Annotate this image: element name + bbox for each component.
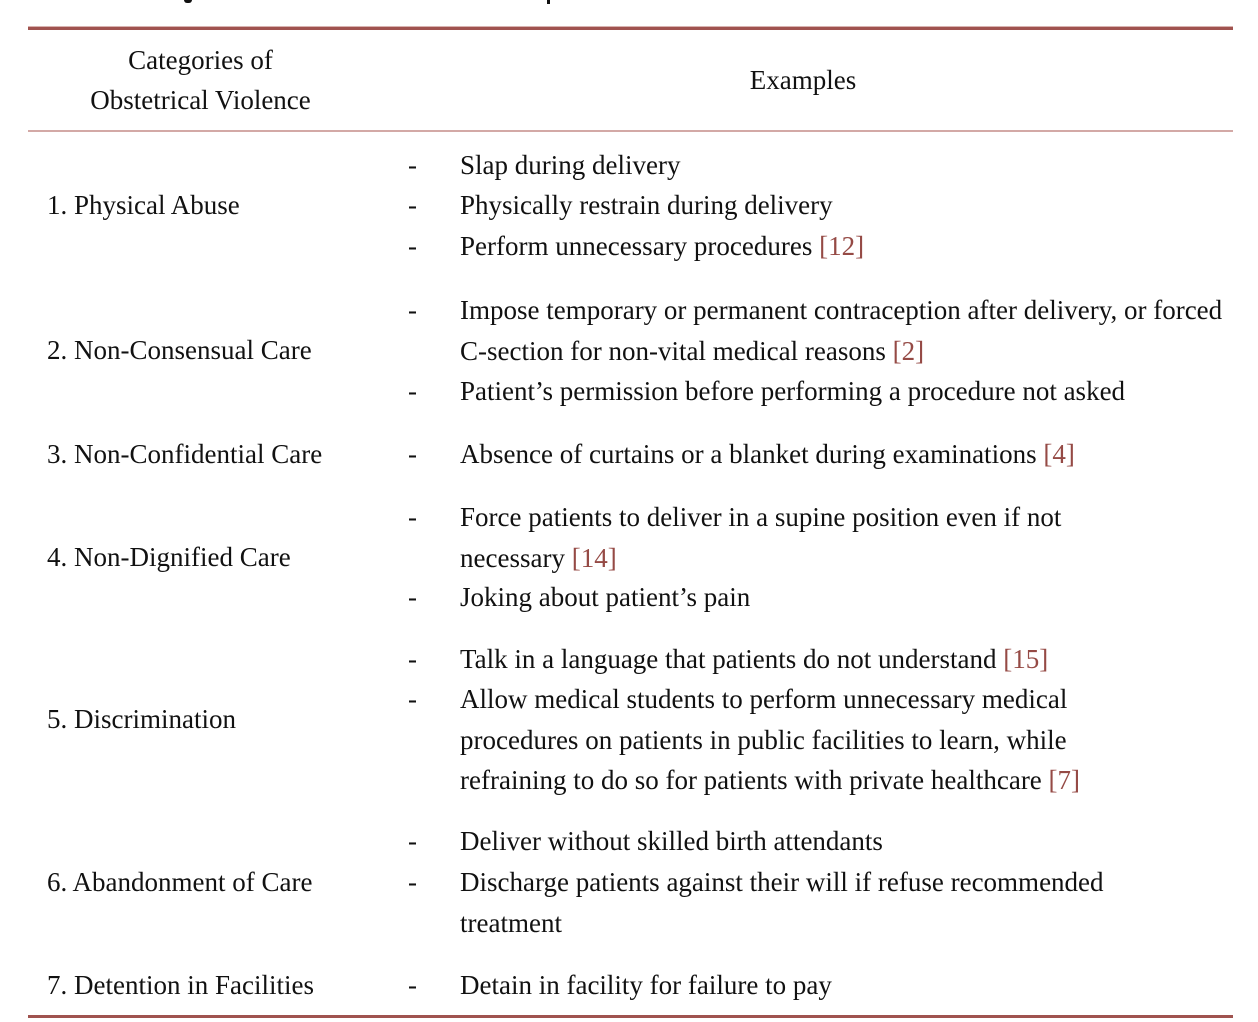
bullet-dash: - xyxy=(408,376,417,406)
header-examples: Examples xyxy=(749,65,857,95)
citation-link[interactable]: [2] xyxy=(892,335,925,366)
example-text xyxy=(460,145,1220,186)
category-label: 6. Abandonment of Care xyxy=(47,867,313,897)
example-text-content: Detain in facility for failure to pay xyxy=(460,970,832,1000)
category-label: 2. Non-Consensual Care xyxy=(47,335,312,365)
bullet-dash: - xyxy=(408,684,417,714)
example-text xyxy=(460,226,1220,267)
bullet-dash: - xyxy=(408,502,417,532)
table-bottom-rule xyxy=(28,1015,1233,1018)
header-categories-line1: Categories of xyxy=(128,45,273,75)
example-text xyxy=(460,965,1220,1006)
citation-link[interactable]: [14] xyxy=(571,542,617,573)
bullet-dash: - xyxy=(408,150,417,180)
caption-fragment xyxy=(184,0,192,3)
example-text-content: Impose temporary or permanent contraception after delivery, or forced C-section for non-vital medical reasons xyxy=(460,295,1223,366)
category-label: 7. Detention in Facilities xyxy=(47,970,314,1000)
example-text-content: Perform unnecessary procedures xyxy=(460,231,820,261)
example-text-content: Physically restrain during delivery xyxy=(460,190,833,220)
table-header-rule xyxy=(28,130,1233,132)
category-label: 4. Non-Dignified Care xyxy=(47,542,291,572)
citation-link[interactable]: [12] xyxy=(819,231,865,261)
example-text xyxy=(460,862,1190,943)
example-text xyxy=(460,371,1220,412)
caption-fragment xyxy=(547,0,550,4)
example-text xyxy=(460,679,1160,801)
example-text xyxy=(460,639,1220,680)
example-text xyxy=(460,185,1220,226)
bullet-dash: - xyxy=(408,439,417,469)
example-text-content: Slap during delivery xyxy=(460,150,681,180)
citation-link[interactable]: [7] xyxy=(1048,765,1081,795)
category-label: 5. Discrimination xyxy=(47,704,236,734)
example-text xyxy=(460,821,1220,862)
example-text-content: Patient’s permission before performing a procedure not asked xyxy=(460,376,1126,406)
example-text-content: Deliver without skilled birth attendants xyxy=(460,826,883,856)
bullet-dash: - xyxy=(408,582,417,612)
header-categories-line2: Obstetrical Violence xyxy=(90,85,311,115)
citation-link[interactable]: [4] xyxy=(1043,439,1075,469)
bullet-dash: - xyxy=(408,970,417,1000)
example-text-content: Absence of curtains or a blanket during examinations xyxy=(460,439,1044,469)
example-text-content: Joking about patient’s pain xyxy=(460,582,751,612)
bullet-dash: - xyxy=(408,644,417,674)
example-text xyxy=(460,497,1100,578)
citation-link[interactable]: [15] xyxy=(1003,644,1049,674)
example-text-content: Discharge patients against their will if refuse recommended treatment xyxy=(460,867,1104,938)
table-top-rule xyxy=(28,27,1233,30)
bullet-dash: - xyxy=(408,867,417,897)
example-text xyxy=(460,434,1220,475)
bullet-dash: - xyxy=(408,231,417,261)
example-text-content: Talk in a language that patients do not understand xyxy=(460,644,1004,674)
category-label: 1. Physical Abuse xyxy=(47,190,240,220)
category-label: 3. Non-Confidential Care xyxy=(47,439,323,469)
bullet-dash: - xyxy=(408,295,417,325)
bullet-dash: - xyxy=(408,826,417,856)
example-text-content: Force patients to deliver in a supine position even if not necessary xyxy=(460,502,1062,573)
header-categories xyxy=(28,40,373,120)
example-text xyxy=(460,577,1220,618)
example-text xyxy=(460,290,1230,371)
example-text-content: Allow medical students to perform unnecessary medical procedures on patients in public facilities to learn, while refraining to do so for patients with private healthcare xyxy=(460,684,1068,795)
bullet-dash: - xyxy=(408,190,417,220)
